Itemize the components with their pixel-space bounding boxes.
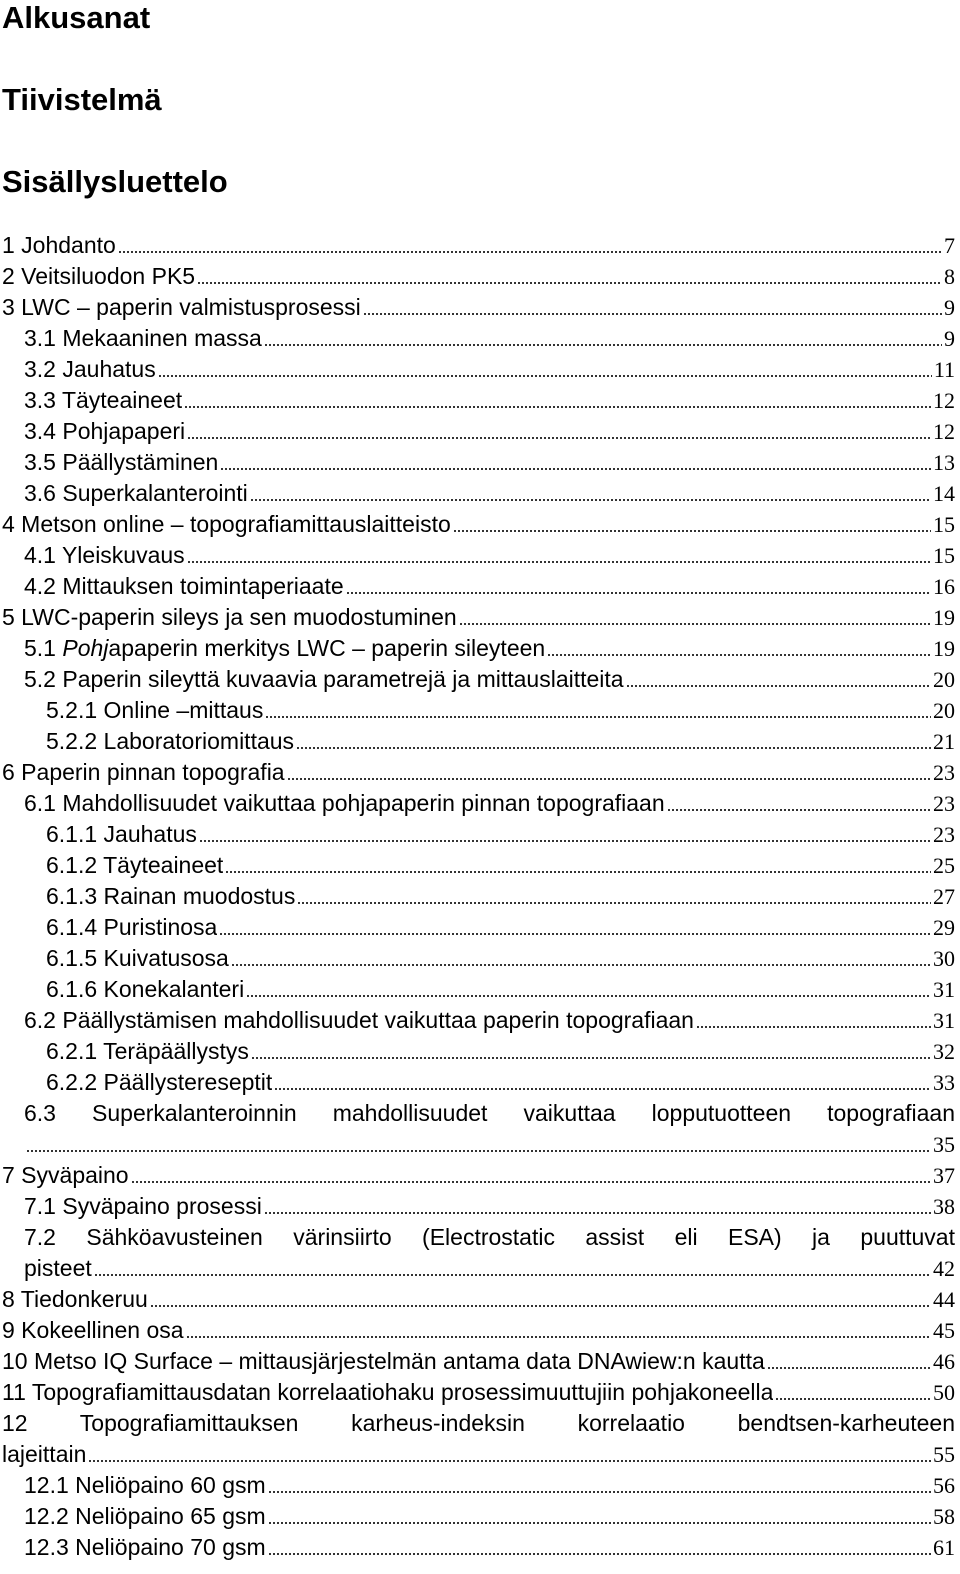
toc-entry[interactable] — [0, 1160, 955, 1191]
toc-dot-leader — [225, 871, 931, 873]
toc-entry-label: 4 Metson online – topografiamittauslaitteisto — [2, 511, 451, 537]
toc-page-number: 32 — [933, 1039, 955, 1064]
toc-page-number: 15 — [933, 512, 955, 537]
toc-dot-leader — [184, 406, 931, 408]
toc-entry[interactable] — [0, 1191, 955, 1222]
toc-entry-label: 3.2 Jauhatus — [24, 356, 156, 382]
toc-entry[interactable] — [0, 1315, 955, 1346]
toc-dot-leader — [199, 840, 931, 842]
toc-entry-label-continued: pisteet — [24, 1255, 92, 1281]
toc-dot-leader — [197, 282, 942, 284]
toc-entry[interactable] — [0, 447, 955, 478]
toc-entry[interactable] — [0, 602, 955, 633]
toc-dot-leader — [287, 778, 931, 780]
toc-entry-label: 6.1.6 Konekalanteri — [46, 976, 245, 1002]
toc-entry-label: 7.2 Sähköavusteinen värinsiirto (Electrostatic assist eli ESA) ja puuttuvat — [24, 1224, 955, 1250]
toc-entry-continuation[interactable] — [0, 1439, 955, 1470]
table-of-contents — [0, 230, 960, 1563]
toc-entry[interactable] — [0, 571, 955, 602]
toc-dot-leader — [346, 592, 931, 594]
toc-page-number: 9 — [944, 326, 955, 351]
toc-dot-leader — [187, 437, 931, 439]
toc-page-number: 12 — [933, 388, 955, 413]
toc-entry[interactable] — [0, 974, 955, 1005]
toc-entry[interactable] — [0, 509, 955, 540]
toc-entry-label: 7 Syväpaino — [2, 1162, 129, 1188]
toc-entry-label: 9 Kokeellinen osa — [2, 1317, 184, 1343]
toc-entry-label: 5.2.2 Laboratoriomittaus — [46, 728, 295, 754]
toc-dot-leader — [150, 1305, 931, 1307]
toc-page-number: 27 — [933, 884, 955, 909]
toc-entry-label: 6.1 Mahdollisuudet vaikuttaa pohjapaperin pinnan topografiaan — [24, 790, 665, 816]
toc-entry-label: 6.1.5 Kuivatusosa — [46, 945, 229, 971]
toc-dot-leader — [363, 313, 942, 315]
toc-page-number: 31 — [933, 977, 955, 1002]
toc-page-number: 19 — [933, 605, 955, 630]
toc-entry[interactable] — [0, 1470, 955, 1501]
toc-entry-label: 11 Topografiamittausdatan korrelaatiohaku prosessimuuttujiin pohjakoneella — [2, 1379, 774, 1405]
toc-dot-leader — [246, 995, 931, 997]
toc-entry-label: 3.1 Mekaaninen massa — [24, 325, 262, 351]
toc-page-number: 33 — [933, 1070, 955, 1095]
toc-page-number: 46 — [933, 1349, 955, 1374]
toc-entry[interactable] — [0, 1532, 955, 1563]
toc-dot-leader — [268, 1491, 931, 1493]
heading-table-of-contents: Sisällysluettelo — [2, 164, 228, 199]
toc-dot-leader — [547, 654, 931, 656]
toc-page-number: 37 — [933, 1163, 955, 1188]
toc-entry[interactable] — [0, 1098, 955, 1129]
toc-page-number: 12 — [933, 419, 955, 444]
toc-entry[interactable] — [0, 633, 955, 664]
toc-entry[interactable] — [0, 540, 955, 571]
heading-tiivistelma: Tiivistelmä — [2, 82, 162, 117]
toc-entry[interactable] — [0, 1501, 955, 1532]
toc-dot-leader — [158, 375, 932, 377]
toc-page-number: 50 — [933, 1380, 955, 1405]
toc-entry[interactable] — [0, 230, 955, 261]
toc-entry[interactable] — [0, 850, 955, 881]
toc-dot-leader — [667, 809, 931, 811]
toc-entry-label: 6.2.2 Päällystereseptit — [46, 1069, 273, 1095]
toc-entry-label: 6.1.4 Puristinosa — [46, 914, 218, 940]
toc-dot-leader — [220, 468, 931, 470]
toc-page-number: 56 — [933, 1473, 955, 1498]
toc-entry-label: 6.1.2 Täyteaineet — [46, 852, 224, 878]
toc-page-number: 55 — [933, 1442, 955, 1467]
toc-dot-leader — [459, 623, 931, 625]
toc-entry-label: 1 Johdanto — [2, 232, 116, 258]
toc-entry-label: 6.1.1 Jauhatus — [46, 821, 197, 847]
toc-entry-label: 4.2 Mittauksen toimintaperiaate — [24, 573, 344, 599]
toc-dot-leader — [767, 1367, 931, 1369]
toc-dot-leader — [297, 902, 931, 904]
toc-dot-leader — [268, 1522, 931, 1524]
toc-entry[interactable] — [0, 1005, 955, 1036]
toc-page-number: 8 — [944, 264, 955, 289]
toc-entry[interactable] — [0, 323, 955, 354]
toc-entry-label: 3 LWC – paperin valmistusprosessi — [2, 294, 361, 320]
toc-entry-label-continued: lajeittain — [2, 1441, 87, 1467]
toc-dot-leader — [88, 1460, 931, 1462]
toc-page-number: 21 — [933, 729, 955, 754]
toc-entry[interactable] — [0, 261, 955, 292]
toc-dot-leader — [265, 716, 931, 718]
toc-entry[interactable] — [0, 757, 955, 788]
toc-entry-label: 6 Paperin pinnan topografia — [2, 759, 285, 785]
toc-entry[interactable] — [0, 1408, 955, 1439]
toc-page-number: 25 — [933, 853, 955, 878]
toc-page-number: 45 — [933, 1318, 955, 1343]
toc-entry-label-italic: Pohj — [62, 635, 109, 661]
heading-alkusanat: Alkusanat — [2, 0, 151, 35]
toc-page-number: 20 — [933, 667, 955, 692]
toc-page-number: 58 — [933, 1504, 955, 1529]
toc-entry[interactable] — [0, 1222, 955, 1253]
toc-entry[interactable] — [0, 912, 955, 943]
toc-dot-leader — [219, 933, 931, 935]
toc-page-number: 11 — [933, 357, 955, 382]
toc-dot-leader — [186, 1336, 931, 1338]
toc-entry-label: 12.2 Neliöpaino 65 gsm — [24, 1503, 266, 1529]
toc-dot-leader — [26, 1150, 931, 1152]
toc-entry[interactable] — [0, 354, 955, 385]
toc-dot-leader — [264, 1212, 931, 1214]
toc-page-number: 23 — [933, 760, 955, 785]
toc-dot-leader — [231, 964, 931, 966]
toc-entry-label: 5.2.1 Online –mittaus — [46, 697, 264, 723]
toc-page-number: 19 — [933, 636, 955, 661]
toc-entry[interactable] — [0, 292, 955, 323]
toc-entry[interactable] — [0, 726, 955, 757]
toc-page-number: 38 — [933, 1194, 955, 1219]
toc-dot-leader — [453, 530, 931, 532]
toc-entry-label: 12.3 Neliöpaino 70 gsm — [24, 1534, 266, 1560]
toc-entry[interactable] — [0, 943, 955, 974]
toc-dot-leader — [296, 747, 931, 749]
toc-dot-leader — [696, 1026, 931, 1028]
toc-entry[interactable] — [0, 819, 955, 850]
toc-entry-continuation[interactable] — [0, 1129, 955, 1160]
toc-page-number: 9 — [944, 295, 955, 320]
toc-entry-label: 5.2 Paperin sileyttä kuvaavia parametrejä ja mittauslaitteita — [24, 666, 624, 692]
toc-dot-leader — [131, 1181, 931, 1183]
toc-dot-leader — [775, 1398, 931, 1400]
toc-entry[interactable] — [0, 695, 955, 726]
toc-page-number: 61 — [933, 1535, 955, 1560]
toc-page-number: 23 — [933, 791, 955, 816]
toc-entry[interactable] — [0, 1036, 955, 1067]
toc-entry[interactable] — [0, 664, 955, 695]
toc-entry-label: 12.1 Neliöpaino 60 gsm — [24, 1472, 266, 1498]
toc-dot-leader — [251, 1057, 931, 1059]
toc-entry[interactable] — [0, 416, 955, 447]
toc-entry[interactable] — [0, 1284, 955, 1315]
toc-page-number: 42 — [933, 1256, 955, 1281]
toc-entry-label: 10 Metso IQ Surface – mittausjärjestelmän antama data DNAwiew:n kautta — [2, 1348, 765, 1374]
toc-page-number: 23 — [933, 822, 955, 847]
toc-dot-leader — [94, 1274, 931, 1276]
toc-page-number: 14 — [933, 481, 955, 506]
toc-entry-label: 3.6 Superkalanterointi — [24, 480, 248, 506]
toc-page-number: 31 — [933, 1008, 955, 1033]
toc-entry-label: 3.3 Täyteaineet — [24, 387, 183, 413]
toc-entry-label: 4.1 Yleiskuvaus — [24, 542, 185, 568]
toc-dot-leader — [264, 344, 942, 346]
toc-entry-label: 3.4 Pohjapaperi — [24, 418, 186, 444]
toc-entry[interactable] — [0, 478, 955, 509]
toc-entry-label: 3.5 Päällystäminen — [24, 449, 219, 475]
toc-entry[interactable] — [0, 881, 955, 912]
toc-page-number: 13 — [933, 450, 955, 475]
toc-entry[interactable] — [0, 788, 955, 819]
toc-page-number: 44 — [933, 1287, 955, 1312]
toc-page-number: 30 — [933, 946, 955, 971]
toc-page-number: 16 — [933, 574, 955, 599]
toc-dot-leader — [118, 251, 942, 253]
toc-page-number: 20 — [933, 698, 955, 723]
toc-entry-label: 6.2 Päällystämisen mahdollisuudet vaikuttaa paperin topografiaan — [24, 1007, 694, 1033]
toc-dot-leader — [626, 685, 931, 687]
toc-entry[interactable] — [0, 1067, 955, 1098]
toc-page-number: 29 — [933, 915, 955, 940]
toc-entry[interactable] — [0, 385, 955, 416]
toc-page-number: 15 — [933, 543, 955, 568]
toc-dot-leader — [187, 561, 931, 563]
toc-page-number: 7 — [944, 233, 955, 258]
toc-dot-leader — [274, 1088, 931, 1090]
toc-entry-label: 6.2.1 Teräpäällystys — [46, 1038, 249, 1064]
toc-entry-label: 6.1.3 Rainan muodostus — [46, 883, 296, 909]
toc-entry-label: 8 Tiedonkeruu — [2, 1286, 148, 1312]
toc-entry[interactable] — [0, 1377, 955, 1408]
toc-entry-label: 12 Topografiamittauksen karheus-indeksin korrelaatio bendtsen-karheuteen — [2, 1410, 955, 1436]
toc-entry-label: 6.3 Superkalanteroinnin mahdollisuudet vaikuttaa lopputuotteen topografiaan — [24, 1100, 955, 1126]
toc-dot-leader — [250, 499, 931, 501]
toc-entry-continuation[interactable] — [0, 1253, 955, 1284]
toc-page-number: 35 — [933, 1132, 955, 1157]
toc-entry-label: 7.1 Syväpaino prosessi — [24, 1193, 262, 1219]
toc-entry-label: 5 LWC-paperin sileys ja sen muodostuminen — [2, 604, 457, 630]
toc-entry[interactable] — [0, 1346, 955, 1377]
toc-dot-leader — [268, 1553, 931, 1555]
toc-entry-label-rest: apaperin merkitys LWC – paperin sileyteen — [108, 635, 546, 661]
toc-entry-label: 2 Veitsiluodon PK5 — [2, 263, 196, 289]
toc-entry-label: 5.1 Pohjapaperin merkitys LWC – paperin sileyteen — [24, 635, 546, 661]
